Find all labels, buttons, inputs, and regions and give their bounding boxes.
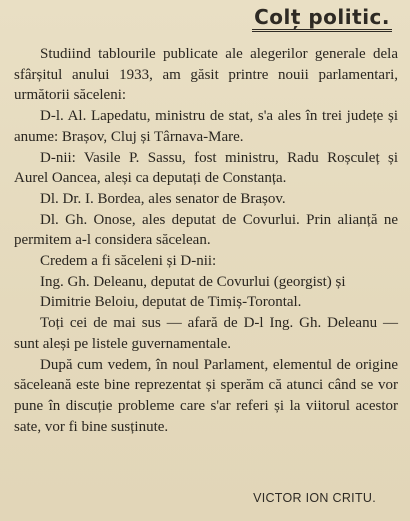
paragraph-sassu: D-nii: Vasile P. Sassu, fost ministru, Radu Roșculeț și Aurel Oancea, aleși ca deputați de Constanța. <box>14 149 398 187</box>
heading-container <box>14 6 398 42</box>
author-signature: VICTOR ION CRITU. <box>253 491 376 505</box>
paragraph-intro: Studiind tablourile publicate ale alegerilor generale dela sfârșitul anului 1933, am găsit printre nouii parlamentari, următorii săceleni: <box>14 46 398 104</box>
article-body <box>14 44 398 437</box>
paragraph-deleanu: Ing. Gh. Deleanu, deputat de Covurlui (georgist) și <box>40 273 346 290</box>
paragraph-beloiu: Dimitrie Beloiu, deputat de Timiș-Torontal. <box>40 294 302 311</box>
article-heading: Colț politic. <box>252 6 392 32</box>
paragraph-onose: Dl. Gh. Onose, ales deputat de Covurlui. Prin alianță ne permitem a-l considera săcelean. <box>14 211 398 249</box>
paragraph-credem: Credem a fi săceleni și D-nii: <box>40 253 217 270</box>
paragraph-bordea: Dl. Dr. I. Bordea, ales senator de Brașov. <box>40 190 286 207</box>
paragraph-lapedatu: D-l. Al. Lapedatu, ministru de stat, s'a ales în trei județe și anume: Brașov, Cluj și Târnava-Mare. <box>14 108 398 145</box>
paragraph-guvernamentale: Toți cei de mai sus — afară de D-l Ing. Gh. Deleanu — sunt aleși pe listele guvernamentale. <box>14 315 398 352</box>
paragraph-conclusion: După cum vedem, în noul Parlament, elementul de origine săceleană este bine reprezentat și sperăm că atunci când se vor pune în discuție probleme care s'ar referi și la viitorul acestor sate, vor fi bine susținute. <box>14 356 398 435</box>
